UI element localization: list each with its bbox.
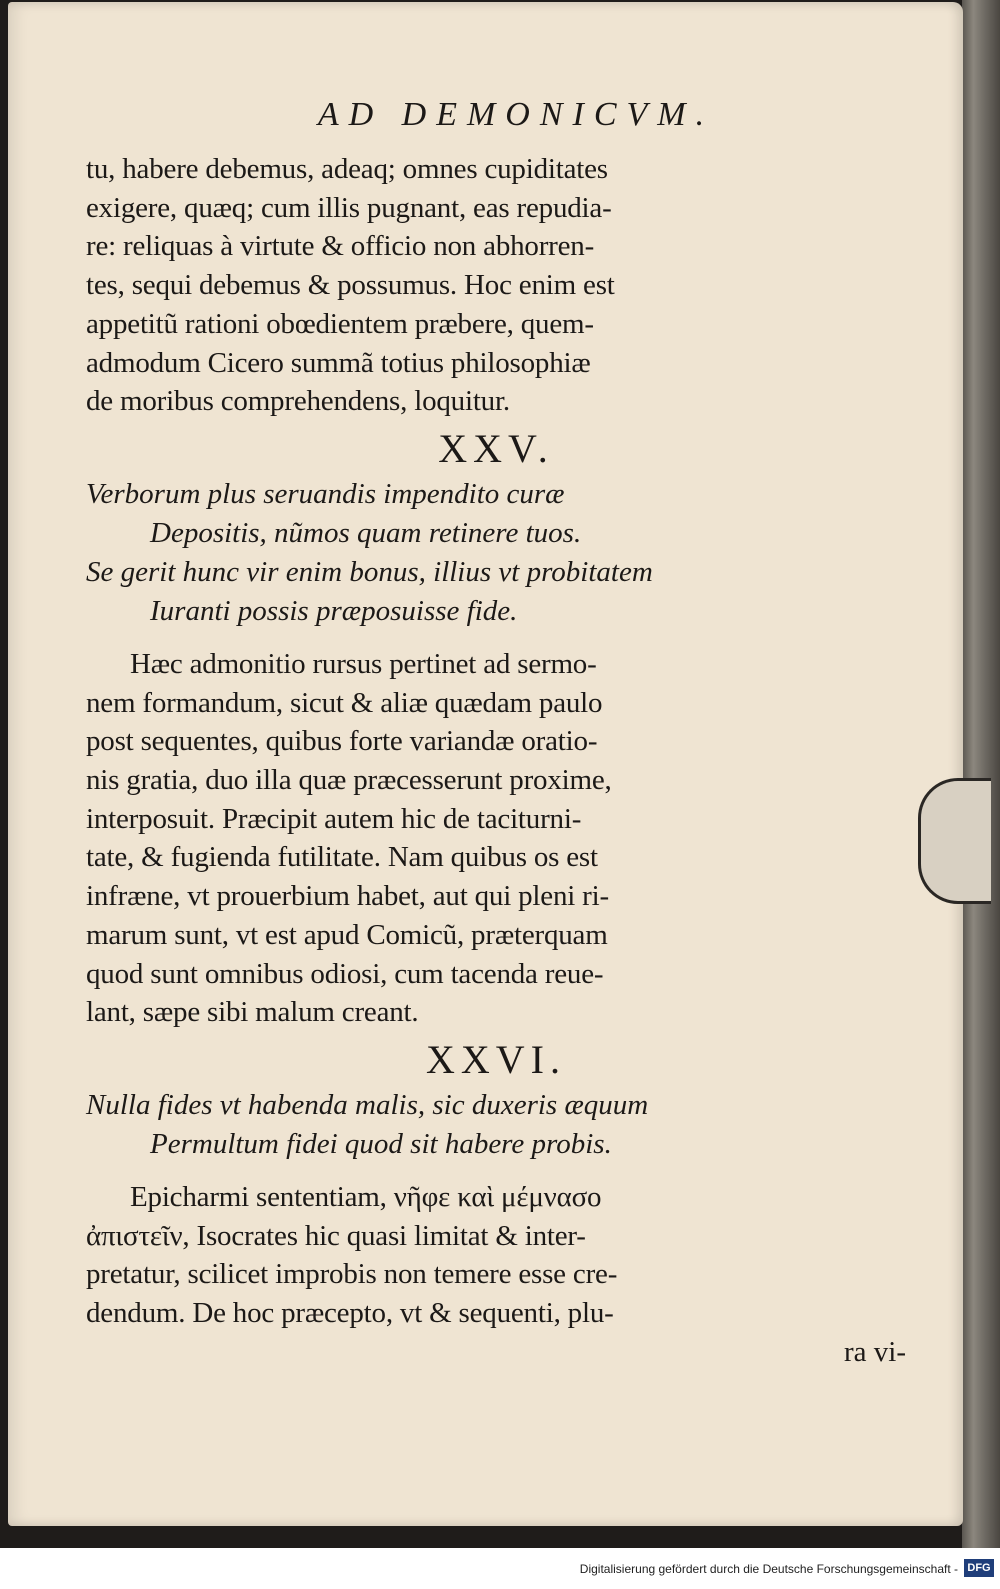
text-line: de moribus comprehendens, loquitur. xyxy=(86,385,510,418)
page-text-block xyxy=(86,96,906,1371)
text-line: infræne, vt prouerbium habet, aut qui pleni ri- xyxy=(86,880,609,913)
verse-line: Depositis, nũmos quam retinere tuos. xyxy=(150,516,582,549)
text-line: lant, sæpe sibi malum creant. xyxy=(86,996,419,1029)
verse-line: Nulla fides vt habenda malis, sic duxeris æquum xyxy=(86,1088,649,1121)
text-line: Epicharmi sententiam, νῆφε καὶ μέμνασο xyxy=(130,1180,602,1213)
text-line: marum sunt, vt est apud Comicũ, præterquam xyxy=(86,918,608,951)
book-page-edges xyxy=(962,0,1000,1548)
verse-line: Permultum fidei quod sit habere probis. xyxy=(150,1127,612,1160)
digitization-footer xyxy=(0,1548,1000,1589)
text-line: re: reliquas à virtute & officio non abhorren- xyxy=(86,230,595,263)
text-line: exigere, quæq; cum illis pugnant, eas repudia- xyxy=(86,191,612,224)
text-line: nem formandum, sicut & aliæ quædam paulo xyxy=(86,686,603,719)
paragraph-3 xyxy=(86,1178,906,1333)
text-line: dendum. De hoc præcepto, vt & sequenti, plu- xyxy=(86,1297,614,1330)
text-line: tu, habere debemus, adeaq; omnes cupiditates xyxy=(86,153,608,185)
verse-line: Se gerit hunc vir enim bonus, illius vt probitatem xyxy=(86,555,653,588)
text-line: nis gratia, duo illa quæ præcesserunt proxime, xyxy=(86,764,612,797)
text-line: tate, & fugienda futilitate. Nam quibus os est xyxy=(86,841,598,874)
text-line: admodum Cicero summã totius philosophiæ xyxy=(86,346,591,379)
verse-line: Verborum plus seruandis impendito curæ xyxy=(86,477,565,510)
text-line: post sequentes, quibus forte variandæ oratio- xyxy=(86,725,598,758)
verse-2 xyxy=(86,1086,906,1164)
catchword: ra vi- xyxy=(844,1335,906,1368)
dfg-logo: DFG xyxy=(964,1559,994,1577)
section-number: XXV. xyxy=(438,425,554,471)
text-line: interposuit. Præcipit autem hic de taciturni- xyxy=(86,802,582,835)
verse-line: Iuranti possis præposuisse fide. xyxy=(150,594,518,627)
running-head: AD DEMONICVM. xyxy=(317,96,715,133)
text-line: quod sunt omnibus odiosi, cum tacenda reue- xyxy=(86,957,604,990)
text-line: Hæc admonitio rursus pertinet ad sermo- xyxy=(130,647,597,680)
page-clip-bookmark xyxy=(918,778,991,904)
section-number: XXVI. xyxy=(426,1036,566,1082)
text-line: pretatur, scilicet improbis non temere esse cre- xyxy=(86,1258,618,1291)
paragraph-1 xyxy=(86,150,906,421)
funding-credit: Digitalisierung gefördert durch die Deutsche Forschungsgemeinschaft - xyxy=(579,1562,958,1576)
text-line: ἀπιστεῖν, Isocrates hic quasi limitat & inter- xyxy=(86,1219,586,1252)
text-line: tes, sequi debemus & possumus. Hoc enim est xyxy=(86,269,615,302)
paragraph-2 xyxy=(86,645,906,1032)
verse-1 xyxy=(86,475,906,631)
text-line: appetitũ rationi obœdientem præbere, quem- xyxy=(86,307,594,340)
